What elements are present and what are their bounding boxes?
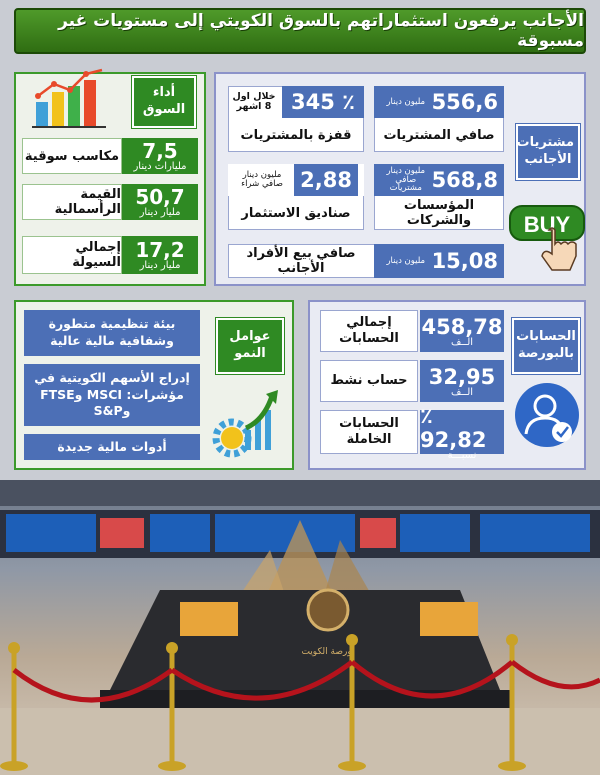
individual-selling-strip xyxy=(374,244,504,278)
net-purchases-unit: مليون دينار xyxy=(386,96,426,107)
individual-selling-unit: مليون دينار xyxy=(386,255,426,266)
funds-value: 2,88 xyxy=(294,164,358,196)
total-liquidity-strip xyxy=(122,236,198,274)
market-cap-unit: مليار دينار xyxy=(139,206,181,218)
institutions-strip xyxy=(374,164,504,196)
growth-factors-tab-label: عوامل النمو xyxy=(229,329,271,361)
dormant-accounts-unit: نسبـــة xyxy=(447,449,477,461)
growth-factor-new-instruments: أدوات مالية جديدة xyxy=(24,434,200,460)
market-performance-tab-label: أداء السوق xyxy=(142,85,186,117)
exchange-hall-photo xyxy=(0,480,600,775)
dormant-accounts-label: الحسابات الخاملة xyxy=(320,410,418,454)
individual-selling-label: صافي بيع الأفراد الأجانب xyxy=(246,246,356,276)
active-accounts-unit: الــف xyxy=(450,386,474,398)
funds-label: صناديق الاستثمار xyxy=(241,205,351,221)
total-liquidity-value: 17,2 xyxy=(135,237,185,262)
total-liquidity-label: إجمالي السيولة xyxy=(22,236,122,274)
total-accounts-strip xyxy=(420,310,504,352)
active-accounts-strip xyxy=(420,360,504,402)
foreign-purchases-tab-label: مشتريات الأجانب xyxy=(516,135,574,167)
purchases-jump-value: 345 ٪ xyxy=(291,90,355,114)
market-gains-label: مكاسب سوقية xyxy=(22,138,122,174)
net-purchases-strip xyxy=(374,86,504,118)
total-accounts-value: 458,78 xyxy=(421,314,503,339)
dormant-accounts-strip xyxy=(420,403,504,461)
exchange-accounts-tab xyxy=(512,318,580,374)
growth-factor-index-inclusion: إدراج الأسهم الكويتية في مؤشرات: MSCI وFTSE وS&P xyxy=(24,364,200,426)
active-accounts-value: 32,95 xyxy=(428,364,496,389)
total-liquidity-unit: مليار دينار xyxy=(139,259,181,271)
buy-icon-text: BUY xyxy=(523,212,571,237)
buy-icon xyxy=(508,200,588,276)
funds-strip xyxy=(228,164,364,196)
market-cap-value: 50,7 xyxy=(135,184,185,209)
headline: الأجانب يرفعون استثماراتهم بالسوق الكويتي إلى مستويات غير مسبوقة xyxy=(14,8,586,54)
net-purchases-label: صافي المشتريات xyxy=(383,127,495,143)
active-accounts-label: حساب نشط xyxy=(320,360,418,402)
exchange-accounts-tab-label: الحسابات بالبورصة xyxy=(516,329,576,361)
total-accounts-unit: الــف xyxy=(450,336,474,348)
institutions-unit: مليون دينار صافي مشتريات xyxy=(386,165,426,194)
institutions-value: 568,8 xyxy=(431,168,498,192)
growth-factors-tab xyxy=(216,318,284,374)
net-purchases-value: 556,6 xyxy=(431,90,498,114)
user-check-icon xyxy=(512,380,582,450)
market-gains-value: 7,5 xyxy=(142,138,178,163)
bar-chart-icon xyxy=(30,66,114,130)
purchases-jump-unit: خلال اول 8 اشهر xyxy=(232,90,276,112)
market-cap-strip xyxy=(122,184,198,220)
market-cap-label: القيمة الرأسمالية xyxy=(22,184,122,220)
market-gains-unit: مليارات دينار xyxy=(133,160,187,172)
plaque-text: بورصة الكويت xyxy=(301,647,355,657)
market-gains-strip xyxy=(122,138,198,174)
total-accounts-label: إجمالي الحسابات xyxy=(320,310,418,352)
dormant-accounts-value: ٪ 92,82 xyxy=(420,403,487,452)
growth-factor-regulation: بيئة تنظيمية متطورة وشفافية مالية عالية xyxy=(24,310,200,356)
market-performance-tab xyxy=(132,76,196,128)
purchases-jump-strip xyxy=(282,86,364,118)
purchases-jump-label: قفزة بالمشتريات xyxy=(240,127,352,143)
individual-selling-value: 15,08 xyxy=(431,249,498,273)
funds-unit: مليون دينار صافي شراء xyxy=(241,170,283,189)
foreign-purchases-tab xyxy=(516,124,580,180)
institutions-label: المؤسسات والشركات xyxy=(403,198,475,228)
growth-gear-icon xyxy=(206,380,290,464)
